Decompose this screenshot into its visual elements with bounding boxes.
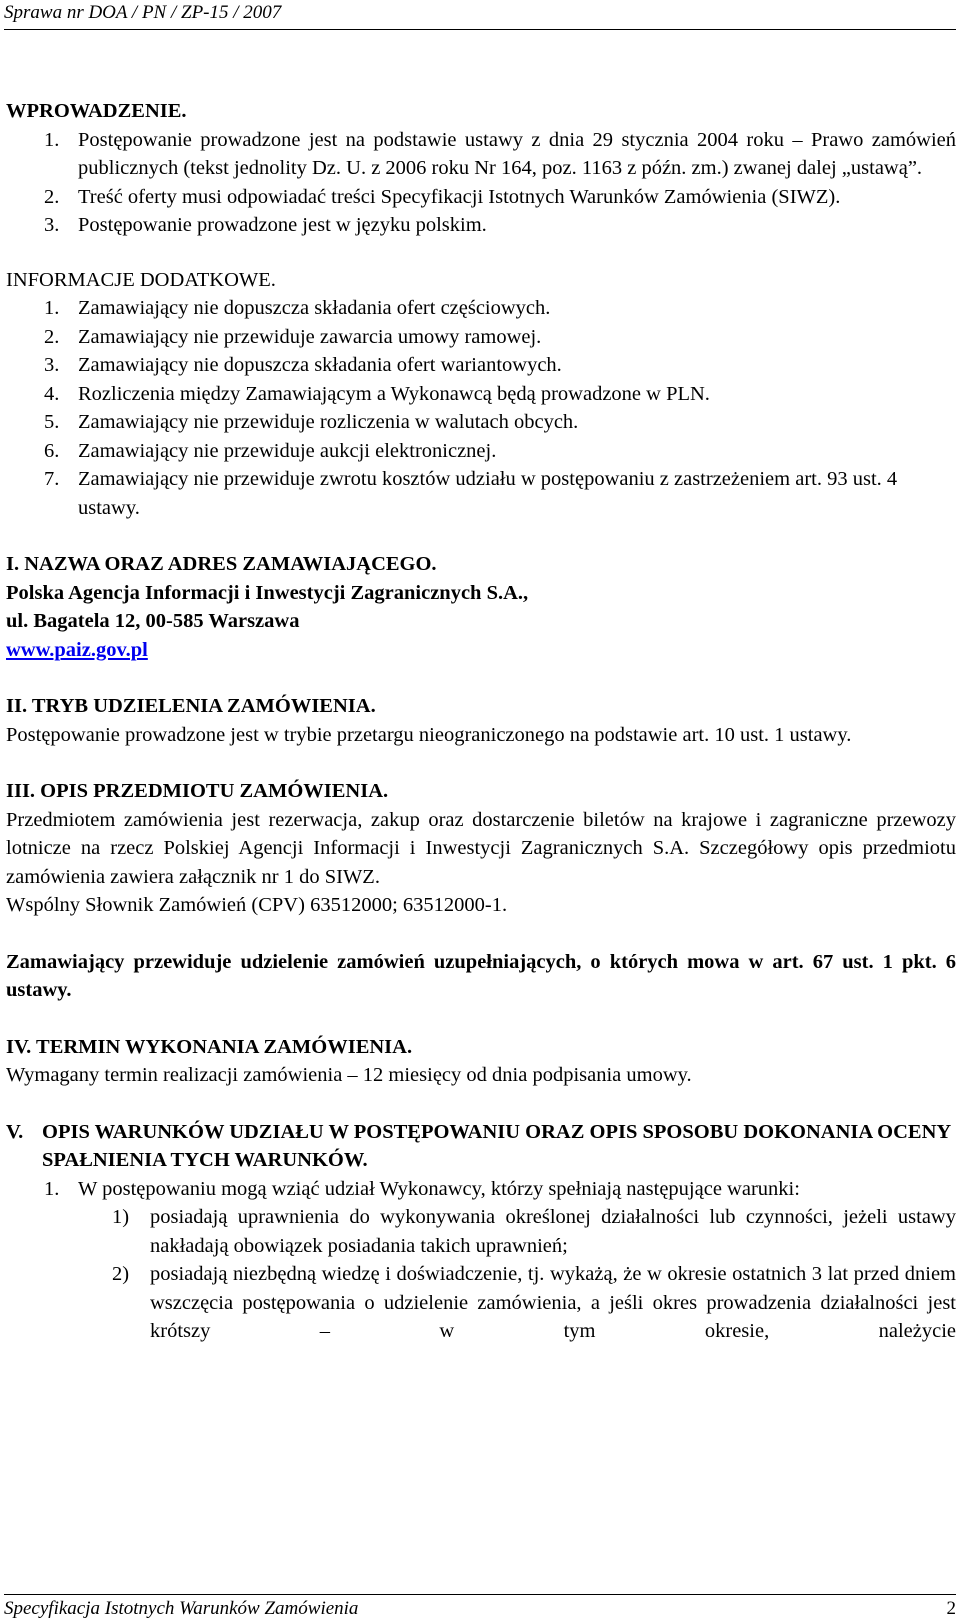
list-item: 6. Zamawiający nie przewiduje aukcji elektronicznej.: [44, 439, 497, 462]
paragraph: Postępowanie prowadzone jest w trybie przetargu nieograniczonego na podstawie art. 10 ust. 1 ustawy.: [6, 723, 852, 746]
section-participation-conditions: [6, 1118, 956, 1346]
section-contracting-authority: [6, 550, 956, 664]
document-body: [6, 97, 956, 1346]
paragraph: Wymagany termin realizacji zamówienia – 12 miesięcy od dnia podpisania umowy.: [6, 1064, 692, 1086]
authority-name: Polska Agencja Informacji i Inwestycji Zagranicznych S.A.,: [6, 581, 529, 604]
section-title: INFORMACJE DODATKOWE.: [6, 268, 276, 291]
section-title: WPROWADZENIE.: [6, 100, 187, 122]
section-additional-info: [6, 266, 956, 523]
list-item: 5. Zamawiający nie przewiduje rozliczenia w walutach obcych.: [44, 411, 579, 433]
list-item: 3. Zamawiający nie dopuszcza składania ofert wariantowych.: [44, 354, 562, 376]
list-item: 1. W postępowaniu mogą wziąć udział Wykonawcy, którzy spełniają następujące warunki:: [44, 1177, 800, 1200]
list-item: 1. Zamawiający nie dopuszcza składania ofert częściowych.: [44, 297, 551, 319]
section-title: I. NAZWA ORAZ ADRES ZAMAWIAJĄCEGO.: [6, 553, 437, 575]
page-header: [4, 2, 956, 30]
sub-list-item: 1) posiadają uprawnienia do wykonywania określonej działalności lub czynności, jeżeli ustawy nakładają obowiązek posiadania takich uprawnień;: [112, 1206, 956, 1257]
section-title: V. OPIS WARUNKÓW UDZIAŁU W POSTĘPOWANIU ORAZ OPIS SPOSOBU DOKONANIA OCENY SPAŁNIENIA TYCH WARUNKÓW.: [6, 1120, 951, 1171]
list-item: 7. Zamawiający nie przewiduje zwrotu kosztów udziału w postępowaniu z zastrzeżeniem art. 93 ust. 4 ustawy.: [44, 468, 898, 519]
case-reference: Sprawa nr DOA / PN / ZP-15 / 2007: [4, 2, 282, 23]
authority-address: ul. Bagatela 12, 00-585 Warszawa: [6, 610, 300, 632]
list-item: 3. Postępowanie prowadzone jest w języku polskim.: [44, 214, 487, 236]
document-title: Specyfikacja Istotnych Warunków Zamówienia: [4, 1598, 359, 1619]
list-item: 4. Rozliczenia między Zamawiającym a Wykonawcą będą prowadzone w PLN.: [44, 382, 710, 405]
paragraph: Przedmiotem zamówienia jest rezerwacja, zakup oraz dostarczenie biletów na krajowe i zagraniczne przewozy lotnicze na rzecz Polskiej Agencji Informacji i Inwestycji Zagranicznych S.A. Szczegółowy opis przedmiotu zamówienia zawiera załącznik nr 1 do SIWZ.: [6, 808, 956, 888]
section-title: IV. TERMIN WYKONANIA ZAMÓWIENIA.: [6, 1035, 413, 1058]
section-title: III. OPIS PRZEDMIOTU ZAMÓWIENIA.: [6, 780, 389, 802]
list-item: 2. Treść oferty musi odpowiadać treści Specyfikacji Istotnych Warunków Zamówienia (SIWZ).: [44, 185, 841, 208]
section-subject: [6, 777, 956, 1005]
list-item: 1. Postępowanie prowadzone jest na podstawie ustawy z dnia 29 stycznia 2004 roku – Prawo zamówień publicznych (tekst jednolity Dz. U. z 2006 roku Nr 164, poz. 1163 z późn. zm.) zwanej dalej „ustawą”.: [44, 128, 956, 179]
section-deadline: [6, 1033, 956, 1090]
section-procedure-mode: [6, 692, 956, 749]
section-intro: [6, 97, 956, 240]
cpv-code: Wspólny Słownik Zamówień (CPV) 63512000; 63512000-1.: [6, 894, 508, 916]
authority-website-link[interactable]: www.paiz.gov.pl: [6, 638, 148, 661]
sub-list-item: 2) posiadają niezbędną wiedzę i doświadczenie, tj. wykażą, że w okresie ostatnich 3 lat przed dniem wszczęcia postępowania o udzielenie zamówienia, a jeśli okres prowadzenia działalności jest krótszy – w tym okresie, należycie: [112, 1263, 956, 1342]
list-item: 2. Zamawiający nie przewiduje zawarcia umowy ramowej.: [44, 325, 542, 348]
supplementary-orders-note: Zamawiający przewiduje udzielenie zamówień uzupełniających, o których mowa w art. 67 ust. 1 pkt. 6 ustawy.: [6, 950, 956, 1001]
page-number: 2: [946, 1598, 956, 1619]
page-footer: [4, 1594, 956, 1620]
section-title: II. TRYB UDZIELENIA ZAMÓWIENIA.: [6, 695, 376, 717]
